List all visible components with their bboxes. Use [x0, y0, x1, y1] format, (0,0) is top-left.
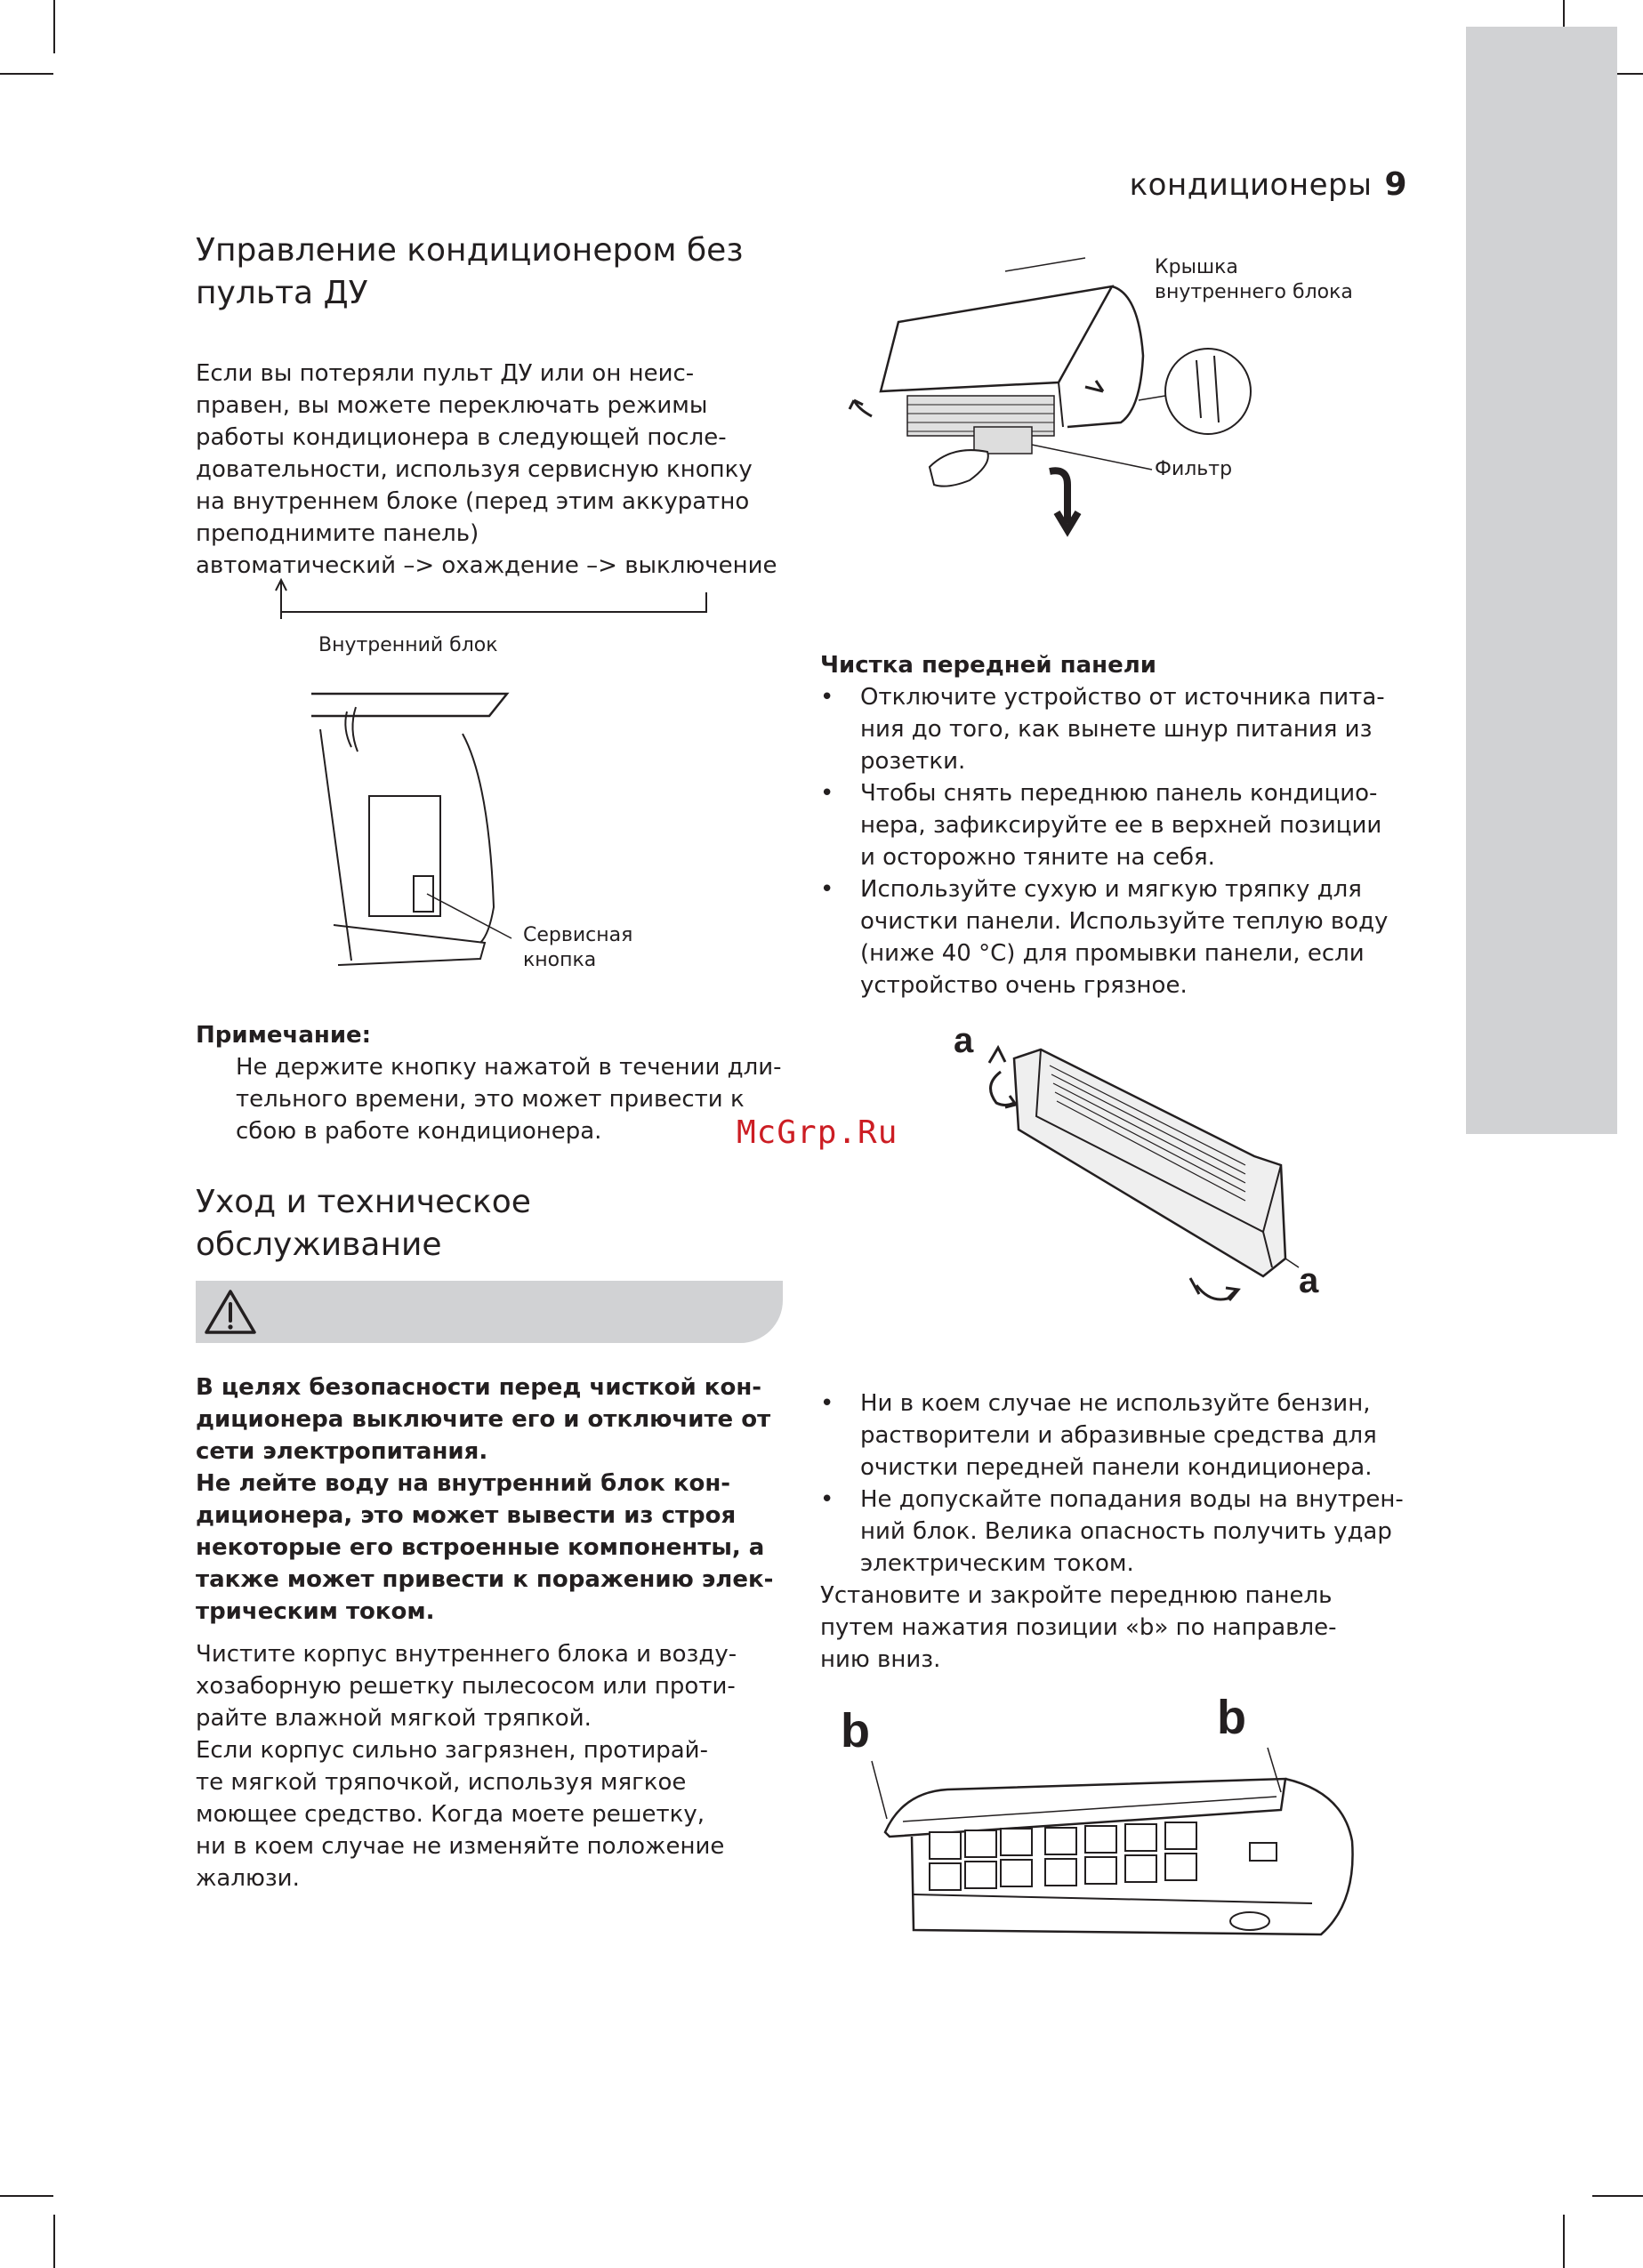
crop-mark	[53, 2215, 55, 2268]
intro-paragraph: Если вы потеряли пульт ДУ или он неис- правен, вы можете переключать режимы работы кондиционера в следующей после- довательности, используя сервисную кнопку на внутреннем блоке (перед этим аккуратно преподнимите панель) автоматический –> охаждение –> выключение	[196, 358, 801, 582]
crop-mark	[1563, 2215, 1565, 2268]
crop-mark	[53, 0, 55, 53]
front-panel-cleaning-title: Чистка передней панели	[820, 652, 1157, 679]
warning-icon	[203, 1288, 258, 1336]
section-title-care: Уход и техническое обслуживание	[196, 1184, 531, 1263]
warning-text: В целях безопасности перед чисткой кон- диционера выключите его и отключите от сети электропитания. Не лейте воду на внутренний блок кон- диционера, это может вывести из строя некоторые его встроенные компоненты, а также может привести к поражению элек- трическим током.	[196, 1374, 774, 1625]
cleaning-list	[820, 681, 1425, 1001]
running-header	[1130, 166, 1407, 203]
mode-loop-arrow	[267, 576, 712, 621]
crop-mark	[0, 73, 53, 75]
list-item: • Отключите устройство от источника пита- ния до того, как вынете шнур питания из розетки.	[820, 681, 1425, 777]
list-item: • Ни в коем случае не используйте бензин, растворители и абразивные средства для очистки передней панели кондиционера.	[820, 1387, 1425, 1484]
care-text: Чистите корпус внутреннего блока и возду- хозаборную решетку пылесосом или проти- райте влажной мягкой тряпкой. Если корпус сильно загрязнен, протирай- те мягкой тряпочкой, используя мягкое моющее средство. Когда моете решетку, ни в коем случае не изменяйте положение жалюзи.	[196, 1641, 737, 1892]
watermark: McGrp.Ru	[737, 1114, 898, 1151]
point-b-label: b	[841, 1704, 870, 1757]
section-name: кондиционеры	[1129, 167, 1373, 203]
side-tab	[1466, 27, 1617, 1134]
panel-install-figure	[876, 1770, 1361, 1948]
list-item: • Не допускайте попадания воды на внутрен- ний блок. Велика опасность получить удар электрическим током.	[820, 1484, 1425, 1580]
filter-label: Фильтр	[1155, 458, 1233, 480]
indoor-unit-figure	[302, 676, 534, 1014]
note-title: Примечание:	[196, 1022, 372, 1049]
cover-label: Крышка внутреннего блока	[1155, 256, 1353, 303]
indoor-unit-label: Внутренний блок	[318, 634, 498, 656]
list-item: • Чтобы снять переднюю панель кондицио- нера, зафиксируйте ее в верхней позиции и осторожно тяните на себя.	[820, 777, 1425, 873]
cleaning-list-2	[820, 1387, 1425, 1580]
front-panel-figure	[979, 1032, 1299, 1325]
section-title-no-remote: Управление кондиционером без пульта ДУ	[196, 232, 744, 311]
note-text: Не держите кнопку нажатой в течении дли- тельного времени, это может привести к сбою в работе кондиционера.	[236, 1054, 782, 1145]
install-text: Установите и закройте переднюю панель путем нажатия позиции «b» по направле- нию вниз.	[820, 1582, 1337, 1673]
page-number: 9	[1384, 166, 1407, 203]
point-a-label: a	[1299, 1261, 1319, 1300]
filter-removal-figure	[845, 267, 1254, 543]
warning-bar	[196, 1281, 783, 1343]
point-a-label: a	[954, 1021, 974, 1060]
crop-mark	[0, 2195, 53, 2197]
crop-mark	[1592, 2195, 1643, 2197]
service-button-label: Сервисная кнопка	[523, 924, 633, 971]
list-item: • Используйте сухую и мягкую тряпку для очистки панели. Используйте теплую воду (ниже 40 °С) для промывки панели, если устройство очень грязное.	[820, 873, 1425, 1001]
mode-sequence: автоматический –> охаждение –> выключение	[196, 552, 777, 579]
point-b-label: b	[1217, 1691, 1246, 1744]
